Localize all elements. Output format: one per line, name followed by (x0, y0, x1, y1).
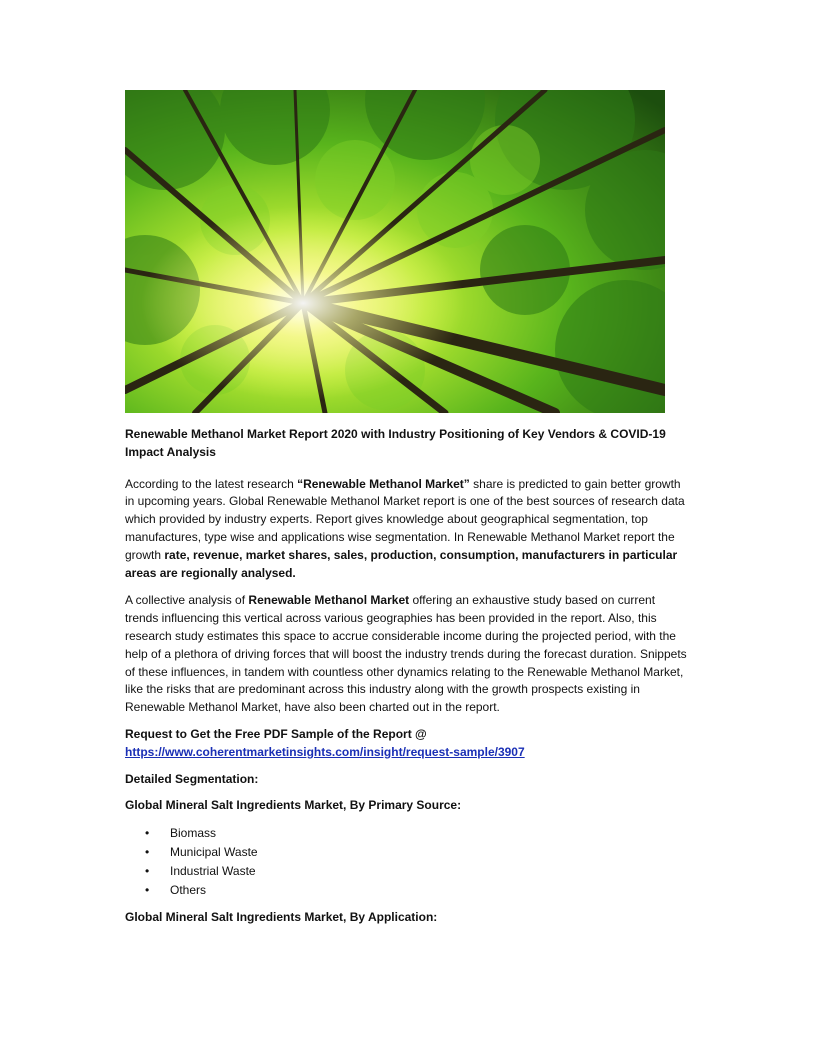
list-item: • Industrial Waste (125, 862, 691, 881)
bullet-icon: • (145, 826, 150, 841)
sample-request-link[interactable]: https://www.coherentmarketinsights.com/insight/request-sample/3907 (125, 744, 525, 759)
primary-source-heading: Global Mineral Salt Ingredients Market, By Primary Source: (125, 798, 462, 813)
primary-source-list (125, 824, 691, 900)
list-item: • Others (125, 881, 691, 900)
list-item: • Biomass (125, 824, 691, 843)
bullet-icon: • (145, 883, 150, 898)
bullet-icon: • (145, 864, 150, 879)
article-title: Renewable Methanol Market Report 2020 with Industry Positioning of Key Vendors & COVID-19 Impact Analysis (125, 427, 666, 459)
forest-canopy-image (125, 90, 665, 413)
detailed-segmentation-heading: Detailed Segmentation: (125, 771, 259, 786)
sample-request-label: Request to Get the Free PDF Sample of the Report @ (125, 726, 427, 741)
application-heading: Global Mineral Salt Ingredients Market, By Application: (125, 910, 438, 925)
bullet-icon: • (145, 845, 150, 860)
article-body (125, 426, 691, 936)
analysis-paragraph: A collective analysis of Renewable Methanol Market offering an exhaustive study based on current trends influencing this vertical across various geographies has been provided in the report. Also, this research study estimates this space to accrue considerable income during the projected period, with the help of a plethora of driving forces that will boost the industry trends during the forecast duration. Snippets of these influences, in tandem with countless other dynamics relating to the Renewable Methanol Market, like the risks that are predominant across this industry along with the growth prospects existing in Renewable Methanol Market, have also been charted out in the report. (125, 593, 687, 715)
sample-request (125, 726, 691, 762)
intro-paragraph: According to the latest research “Renewable Methanol Market” share is predicted to gain better growth in upcoming years. Global Renewable Methanol Market report is one of the best sources of research data which provided by industry experts. Report gives knowledge about geographical segmentation, top manufactures, type wise and applications wise segmentation. In Renewable Methanol Market report the growth rate, revenue, market shares, sales, production, consumption, manufacturers in particular areas are regionally analysed. (125, 476, 685, 580)
list-item: • Municipal Waste (125, 843, 691, 862)
